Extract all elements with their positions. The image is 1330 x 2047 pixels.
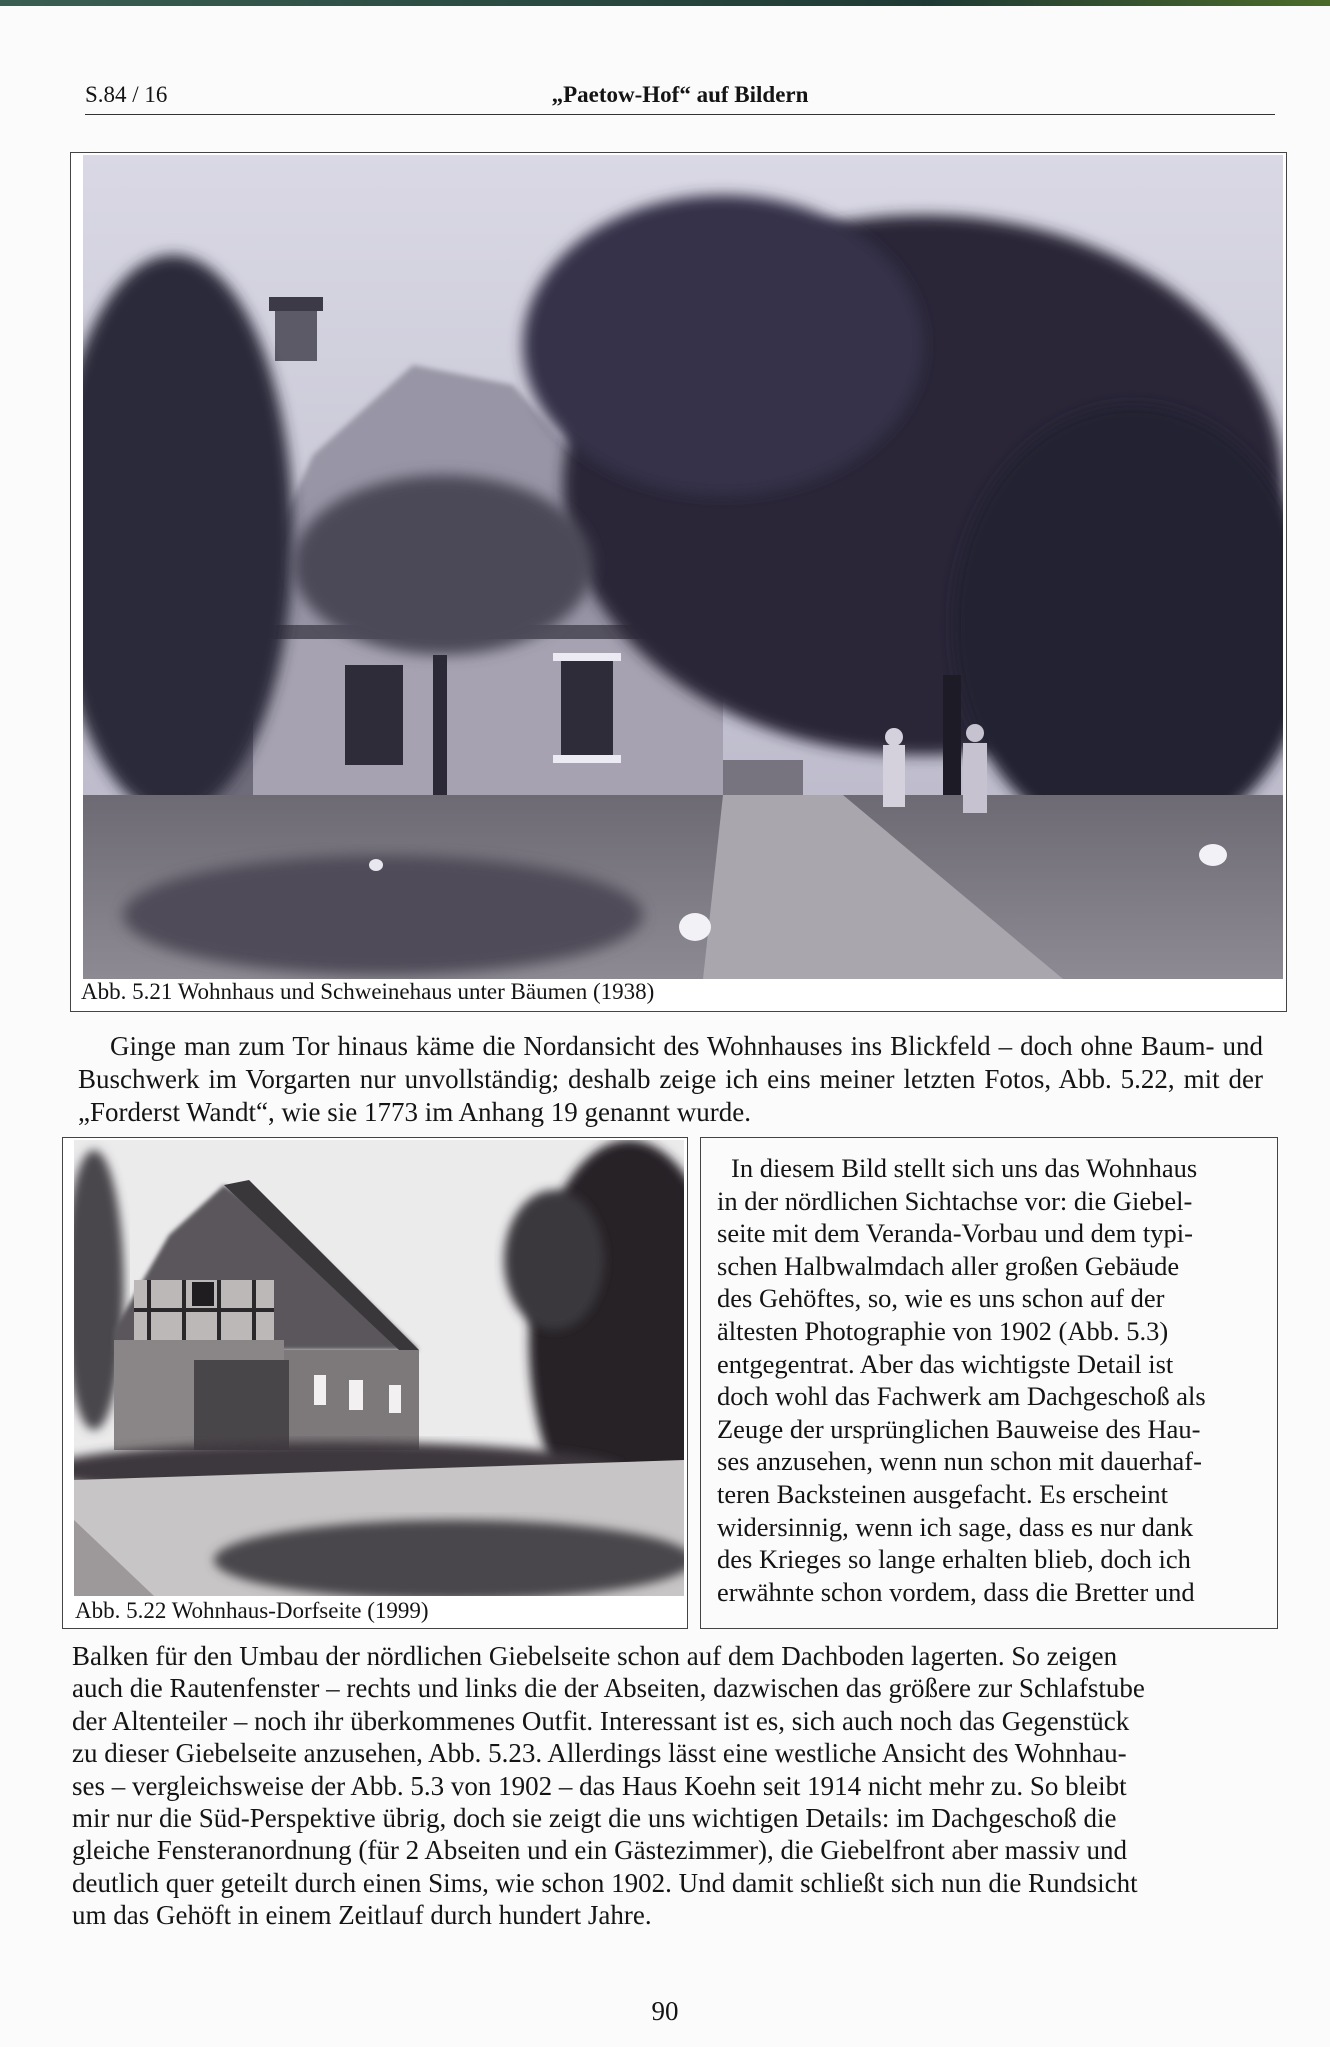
running-title: „Paetow-Hof“ auf Bildern — [551, 82, 809, 107]
text-line: erwähnte schon vordem, dass die Bretter und — [717, 1576, 1195, 1607]
figure-caption: Abb. 5.21 Wohnhaus und Schweinehaus unter Bäumen (1938) — [81, 979, 655, 1004]
side-paragraph — [717, 1152, 1267, 1608]
text-line: In diesem Bild stellt sich uns das Wohnhaus — [731, 1153, 1198, 1183]
text-line: seite mit dem Veranda-Vorbau und dem typi- — [717, 1218, 1193, 1249]
text-line: deutlich quer geteilt durch einen Sims, wie schon 1902. Und damit schließt sich nun die Rundsicht — [72, 1867, 1138, 1898]
text-line: mir nur die Süd-Perspektive übrig, doch sie zeigt die uns wichtigen Details: im Dachgeschoß die — [72, 1803, 1117, 1834]
figure-5-21 — [70, 152, 1287, 1012]
page-reference: S.84 / 16 — [85, 82, 168, 107]
text-line: um das Gehöft in einem Zeitlauf durch hundert Jahre. — [72, 1900, 652, 1931]
figure-caption: Abb. 5.22 Wohnhaus-Dorfseite (1999) — [75, 1598, 429, 1623]
text-line: des Gehöftes, so, wie es uns schon auf der — [717, 1283, 1165, 1314]
text-line: doch wohl das Fachwerk am Dachgeschoß als — [717, 1381, 1206, 1412]
text-line: ältesten Photographie von 1902 (Abb. 5.3) — [717, 1315, 1169, 1346]
text-line: des Krieges so lange erhalten blieb, doch ich — [717, 1544, 1191, 1575]
paragraph-text: Ginge man zum Tor hinaus käme die Nordansicht des Wohnhauses ins Blickfeld – doch ohne Baum- und Buschwerk im Vorgarten nur unvollständig; deshalb zeige ich eins meiner letzten Fotos, Abb. 5.22, mit der „Forderst Wandt“, wie sie 1773 im Anhang 19 genannt wurde. — [78, 1031, 1263, 1127]
text-line: teren Backsteinen ausgefacht. Es erscheint — [717, 1478, 1169, 1509]
text-line: Zeuge der ursprünglichen Bauweise des Hau- — [717, 1413, 1201, 1444]
photo-farmhouse-under-trees — [83, 155, 1283, 979]
text-line: ses – vergleichsweise der Abb. 5.3 von 1902 – das Haus Koehn seit 1914 nicht mehr zu. So bleibt — [72, 1770, 1127, 1801]
body-paragraph — [78, 1030, 1263, 1129]
text-line: entgegentrat. Aber das wichtigste Detail ist — [717, 1348, 1174, 1379]
text-line: der Altenteiler – noch ihr überkommenes Outfit. Interessant ist es, sich auch noch das Gegenstück — [72, 1705, 1130, 1736]
top-edge-band — [0, 0, 1330, 6]
text-line: Balken für den Umbau der nördlichen Giebelseite schon auf dem Dachboden lagerten. So zeigen — [72, 1641, 1118, 1671]
text-line: gleiche Fensteranordnung (für 2 Abseiten und ein Gästezimmer), die Giebelfront aber massiv und — [72, 1835, 1127, 1866]
page-number: 90 — [651, 1996, 679, 2026]
text-line: in der nördlichen Sichtachse vor: die Giebel- — [717, 1185, 1193, 1216]
text-line: schen Halbwalmdach aller großen Gebäude — [717, 1250, 1180, 1281]
photo-farmhouse-gable-side — [74, 1140, 684, 1596]
running-header — [85, 78, 1275, 115]
text-line: zu dieser Giebelseite anzusehen, Abb. 5.23. Allerdings lässt eine westliche Ansicht des Wohnhau- — [72, 1738, 1127, 1769]
text-line: widersinnig, wenn ich sage, dass es nur dank — [717, 1511, 1194, 1542]
figure-5-22 — [62, 1137, 688, 1629]
text-line: auch die Rautenfenster – rechts und links die der Abseiten, dazwischen das größere zur Schlafstube — [72, 1673, 1145, 1704]
side-text-box — [700, 1137, 1278, 1629]
text-line: ses anzusehen, wenn nun schon mit dauerhaf- — [717, 1446, 1202, 1477]
body-paragraph-continued — [72, 1640, 1272, 1932]
